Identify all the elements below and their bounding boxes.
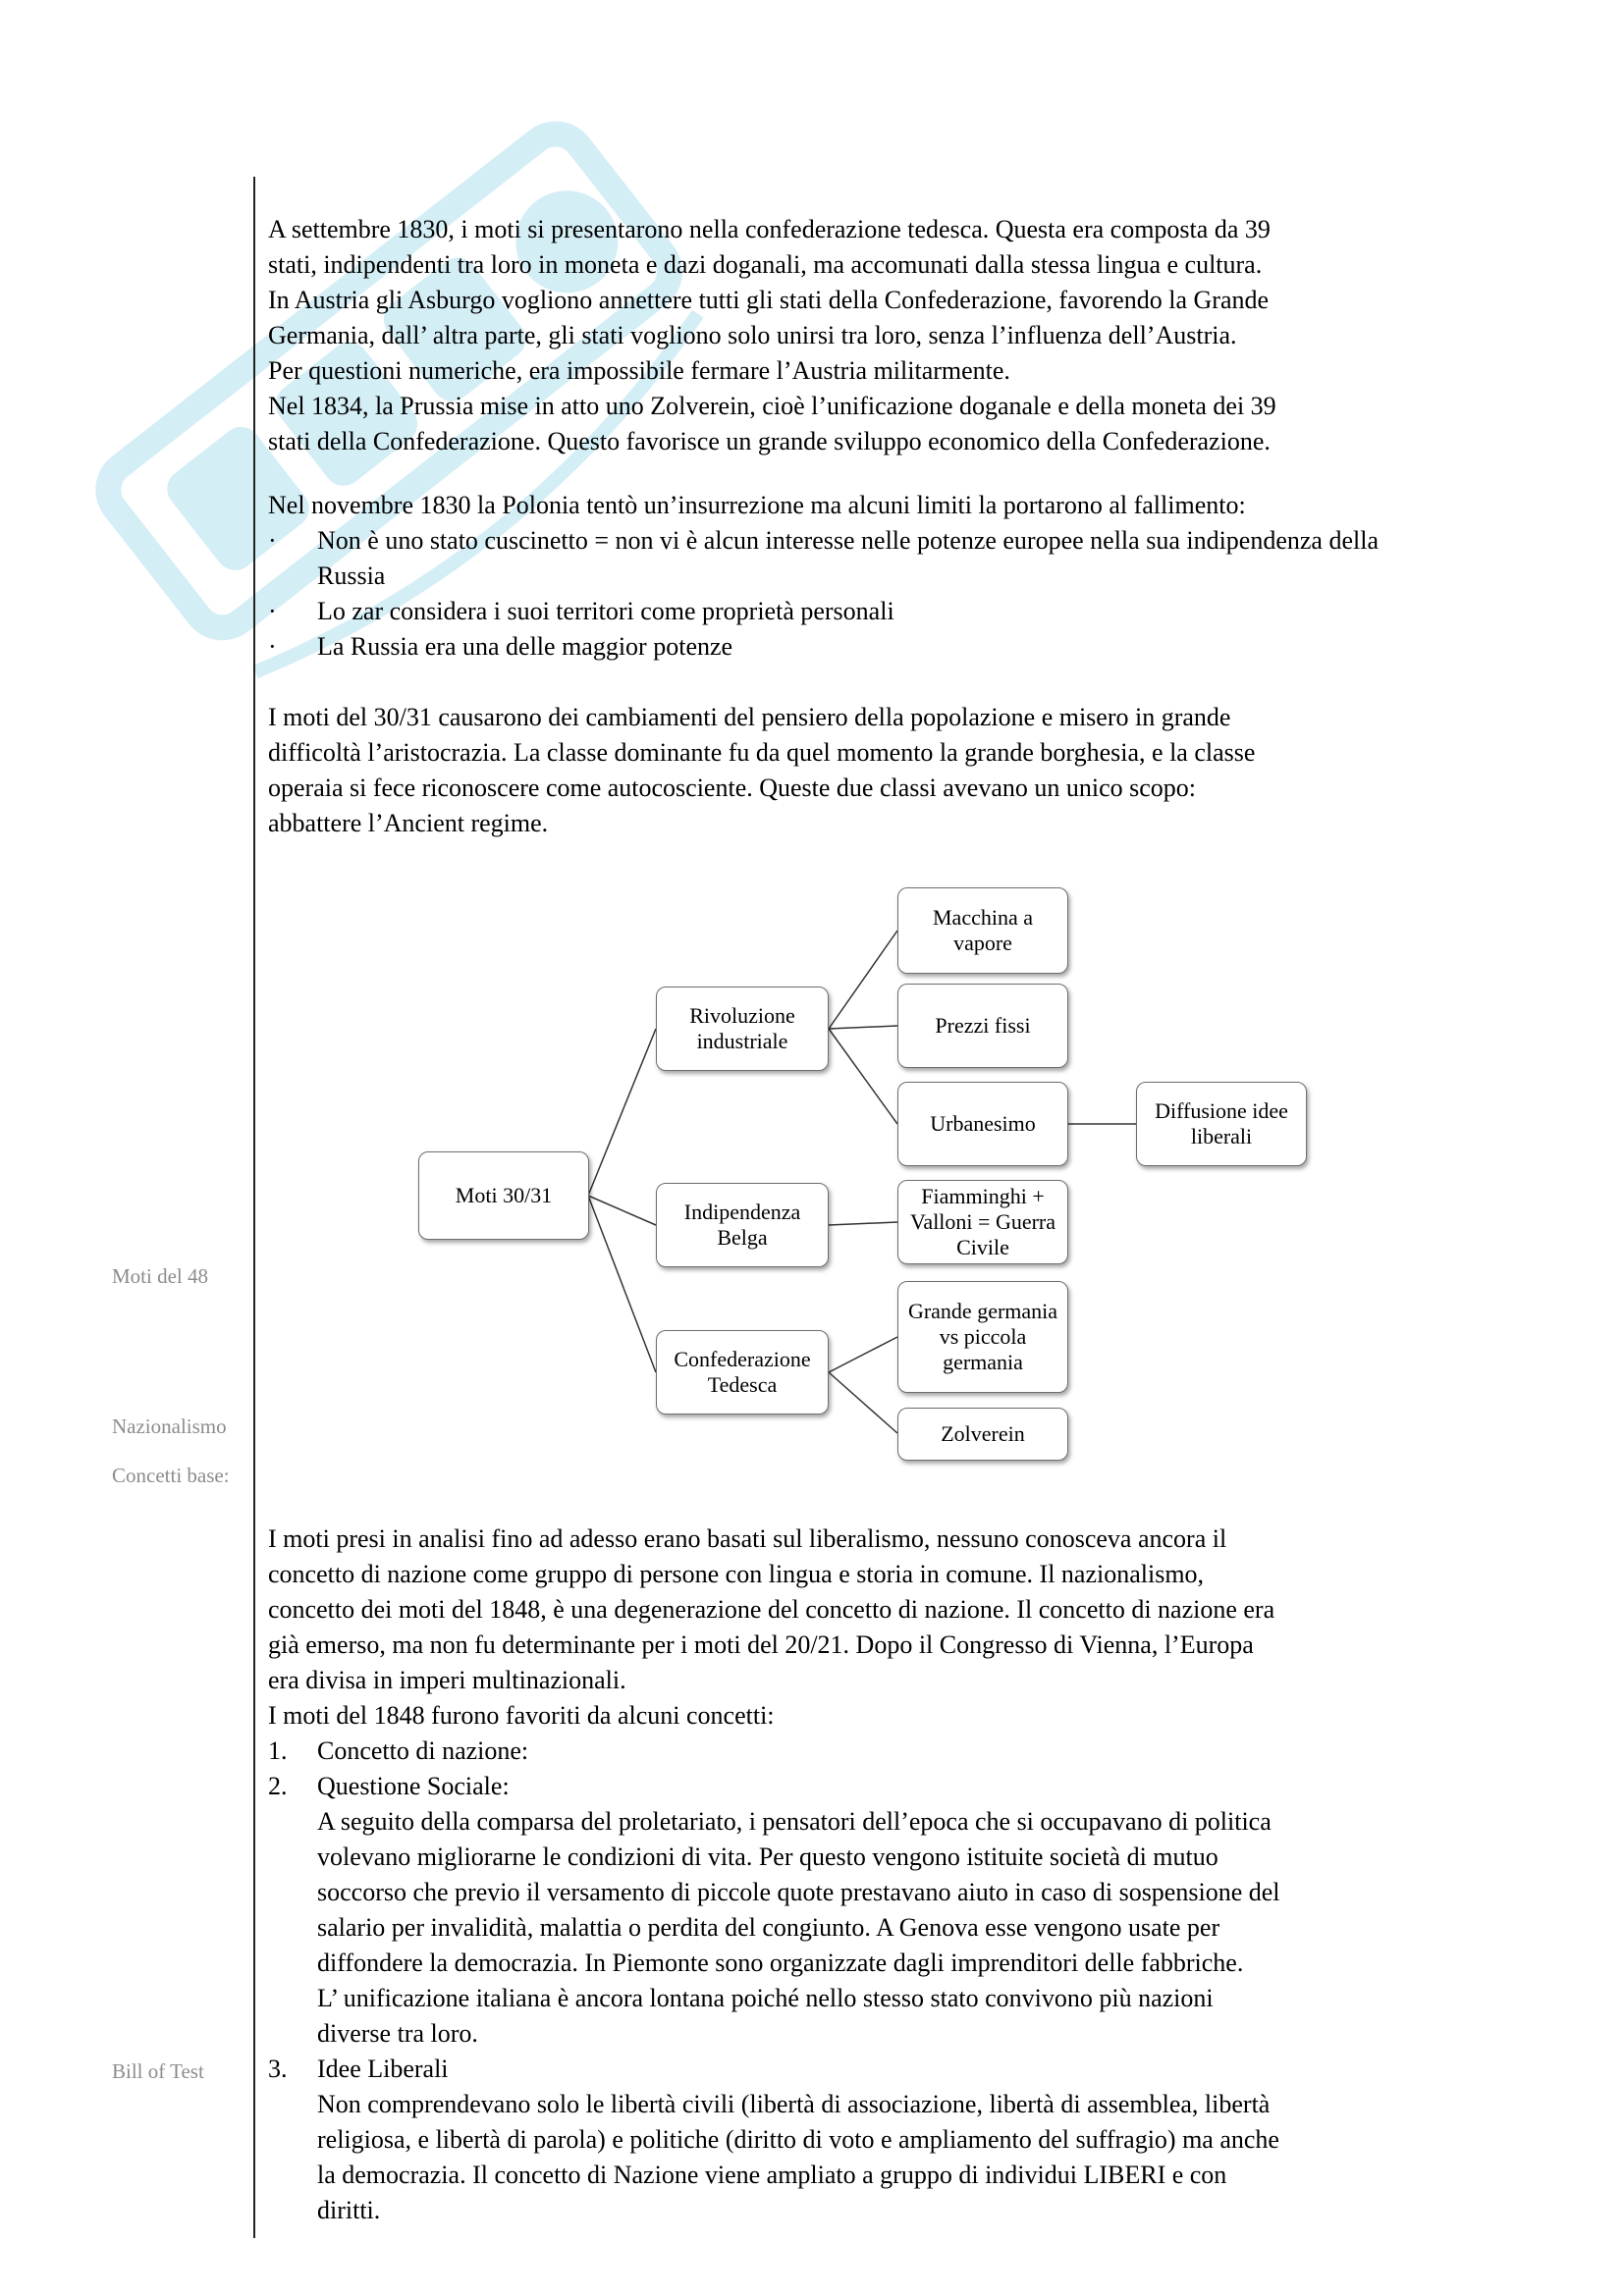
list-item bbox=[268, 523, 1476, 594]
text-line: Per questioni numeriche, era impossibile fermare l’Austria militarmente. bbox=[268, 356, 1010, 385]
item-number: 2. bbox=[268, 1772, 288, 1800]
diagram-node-prezzi-fissi: Prezzi fissi bbox=[897, 984, 1068, 1068]
diagram-node-fiamminghi-valloni: Fiamminghi + Valloni = Guerra Civile bbox=[897, 1180, 1068, 1264]
text-line: Nel 1834, la Prussia mise in atto uno Zolverein, cioè l’unificazione doganale e della moneta dei 39 bbox=[268, 392, 1276, 420]
text-line: diritti. bbox=[317, 2196, 381, 2224]
numbered-item bbox=[268, 1734, 1476, 1769]
text-line: religiosa, e libertà di parola) e politiche (diritto di voto e ampliamento del suffragio) ma anche bbox=[317, 2125, 1279, 2154]
text-line: operaia si fece riconoscere come autocosciente. Queste due classi avevano un unico scopo: bbox=[268, 774, 1197, 802]
text-line: In Austria gli Asburgo vogliono annettere tutti gli stati della Confederazione, favorendo la Grande bbox=[268, 286, 1270, 314]
diagram-node-rivoluzione-industriale: Rivoluzione industriale bbox=[656, 987, 829, 1071]
text-line: Non comprendevano solo le libertà civili (libertà di associazione, libertà di assemblea, libertà bbox=[317, 2090, 1271, 2118]
diagram-node-moti: Moti 30/31 bbox=[418, 1151, 589, 1240]
text-line: I moti del 30/31 causarono dei cambiamenti del pensiero della popolazione e misero in grande bbox=[268, 703, 1231, 731]
text-line: abbattere l’Ancient regime. bbox=[268, 809, 549, 837]
text-line: soccorso che previo il versamento di piccole quote prestavano aiuto in caso di sospensione del bbox=[317, 1878, 1280, 1906]
text-line: volevano migliorarne le condizioni di vita. Per questo vengono istituite società di mutuo bbox=[317, 1842, 1218, 1871]
item-title: Questione Sociale: bbox=[317, 1772, 510, 1800]
margin-note-concetti-base: Concetti base: bbox=[112, 1464, 230, 1487]
text-line: diffondere la democrazia. In Piemonte sono organizzate dagli imprenditori delle fabbriche. bbox=[317, 1949, 1244, 1977]
paragraph-polonia bbox=[268, 488, 1476, 665]
margin-divider bbox=[253, 177, 255, 2238]
text-line: L’ unificazione italiana è ancora lontana poiché nello stesso stato convivono più nazioni bbox=[317, 1984, 1214, 2012]
margin-note-nazionalismo: Nazionalismo bbox=[112, 1415, 227, 1438]
text-line: stati della Confederazione. Questo favorisce un grande sviluppo economico della Confederazione. bbox=[268, 427, 1271, 455]
list-item bbox=[268, 629, 1476, 665]
text-line: Nel novembre 1830 la Polonia tentò un’insurrezione ma alcuni limiti la portarono al fallimento: bbox=[268, 491, 1246, 519]
text-line: già emerso, ma non fu determinante per i moti del 20/21. Dopo il Congresso di Vienna, l’Europa bbox=[268, 1630, 1254, 1659]
text-line: I moti del 1848 furono favoriti da alcuni concetti: bbox=[268, 1701, 775, 1730]
text-line: salario per invalidità, malattia o perdita del congiunto. A Genova esse vengono usate per bbox=[317, 1913, 1220, 1942]
margin-note-moti-48: Moti del 48 bbox=[112, 1264, 208, 1288]
bullet-mark: · bbox=[268, 526, 277, 555]
text-line: stati, indipendenti tra loro in moneta e dazi doganali, ma accomunati dalla stessa lingua e cultura. bbox=[268, 250, 1263, 279]
paragraph-confederazione-tedesca bbox=[268, 212, 1476, 459]
diagram-node-grande-germania: Grande germania vs piccola germania bbox=[897, 1281, 1068, 1393]
diagram-node-indipendenza-belga: Indipendenza Belga bbox=[656, 1183, 829, 1267]
text-line: la democrazia. Il concetto di Nazione viene ampliato a gruppo di individui LIBERI e con bbox=[317, 2161, 1227, 2189]
list-item-text: Non è uno stato cuscinetto = non vi è alcun interesse nelle potenze europee nella sua indipendenza della Russia bbox=[317, 526, 1379, 590]
bullet-mark: · bbox=[268, 632, 277, 661]
paragraph-moti-30-31 bbox=[268, 700, 1476, 841]
text-line: concetto di nazione come gruppo di persone con lingua e storia in comune. Il nazionalismo, bbox=[268, 1560, 1205, 1588]
numbered-item bbox=[268, 2052, 1476, 2228]
text-line: Germania, dall’ altra parte, gli stati vogliono solo unirsi tra loro, senza l’influenza dell’Austria. bbox=[268, 321, 1237, 349]
text-line: diverse tra loro. bbox=[317, 2019, 478, 2048]
diagram-node-zolverein: Zolverein bbox=[897, 1408, 1068, 1461]
paragraph-nazionalismo bbox=[268, 1522, 1476, 2228]
diagram-node-macchina-vapore: Macchina a vapore bbox=[897, 887, 1068, 974]
diagram-node-confederazione-tedesca: Confederazione Tedesca bbox=[656, 1330, 829, 1415]
diagram-node-diffusione-idee: Diffusione idee liberali bbox=[1136, 1082, 1307, 1166]
bullet-mark: · bbox=[268, 597, 277, 625]
list-item bbox=[268, 594, 1476, 629]
diagram-node-urbanesimo: Urbanesimo bbox=[897, 1082, 1068, 1166]
numbered-item bbox=[268, 1769, 1476, 2052]
text-line: difficoltà l’aristocrazia. La classe dominante fu da quel momento la grande borghesia, e la classe bbox=[268, 738, 1256, 767]
item-title: Concetto di nazione: bbox=[317, 1736, 529, 1765]
list-item-text: Lo zar considera i suoi territori come proprietà personali bbox=[317, 597, 894, 625]
text-line: A settembre 1830, i moti si presentarono nella confederazione tedesca. Questa era composta da 39 bbox=[268, 215, 1271, 243]
item-number: 1. bbox=[268, 1736, 288, 1765]
text-line: era divisa in imperi multinazionali. bbox=[268, 1666, 626, 1694]
text-line: A seguito della comparsa del proletariato, i pensatori dell’epoca che si occupavano di politica bbox=[317, 1807, 1272, 1836]
text-line: concetto dei moti del 1848, è una degenerazione del concetto di nazione. Il concetto di nazione era bbox=[268, 1595, 1275, 1624]
item-number: 3. bbox=[268, 2055, 288, 2083]
item-title: Idee Liberali bbox=[317, 2055, 449, 2083]
text-line: I moti presi in analisi fino ad adesso erano basati sul liberalismo, nessuno conosceva ancora il bbox=[268, 1524, 1227, 1553]
list-item-text: La Russia era una delle maggior potenze bbox=[317, 632, 733, 661]
margin-note-bill-of-test: Bill of Test bbox=[112, 2059, 204, 2083]
